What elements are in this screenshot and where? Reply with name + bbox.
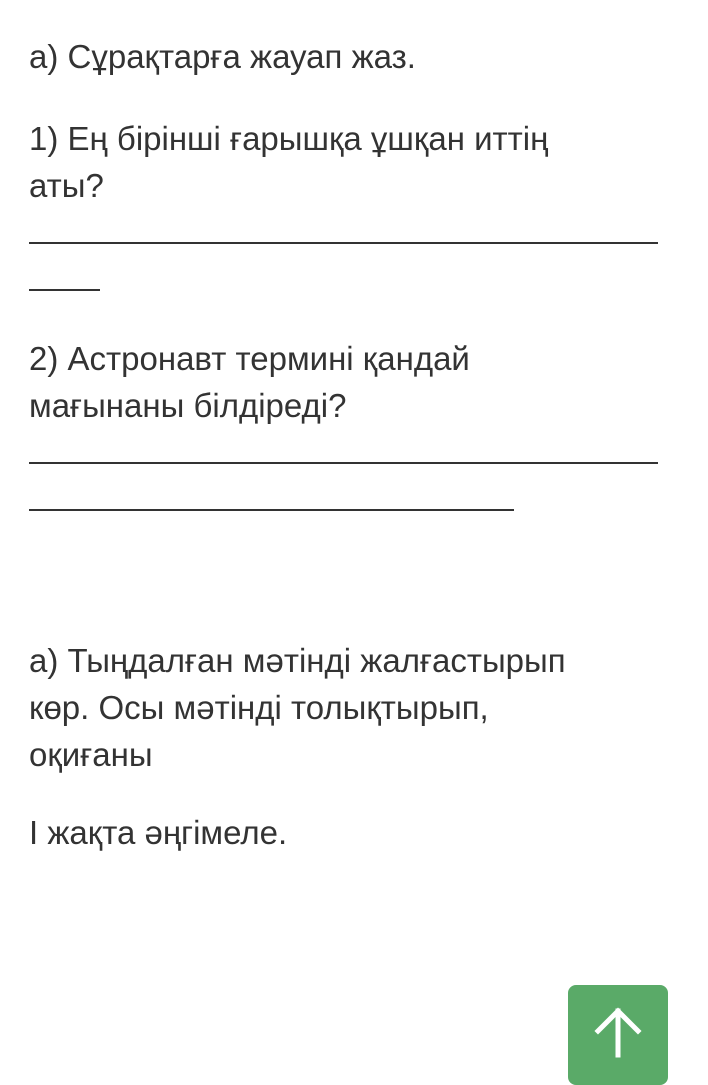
scroll-to-top-button[interactable] (568, 985, 668, 1085)
instruction-continue-line-2: көр. Осы мәтінді толықтырып, (29, 689, 489, 726)
question-1-line-2: аты? (29, 167, 104, 204)
instruction-continue-line-3: оқиғаны (29, 736, 153, 773)
question-2-line-2: мағынаны білдіреді? (29, 387, 347, 424)
answer-line-2b (29, 509, 514, 511)
answer-line-1b (29, 289, 100, 291)
answer-line-1a (29, 242, 658, 244)
instruction-answer-questions: а) Сұрақтарға жауап жаз. (29, 38, 416, 75)
question-1-line-1: 1) Ең бірінші ғарышқа ұшқан иттің (29, 120, 549, 157)
arrow-up-icon (590, 1003, 646, 1059)
instruction-first-person: І жақта әңгімеле. (29, 814, 288, 851)
question-2-line-1: 2) Астронавт термині қандай (29, 340, 470, 377)
answer-line-2a (29, 462, 658, 464)
instruction-continue-line-1: а) Тыңдалған мәтінді жалғастырып (29, 642, 566, 679)
